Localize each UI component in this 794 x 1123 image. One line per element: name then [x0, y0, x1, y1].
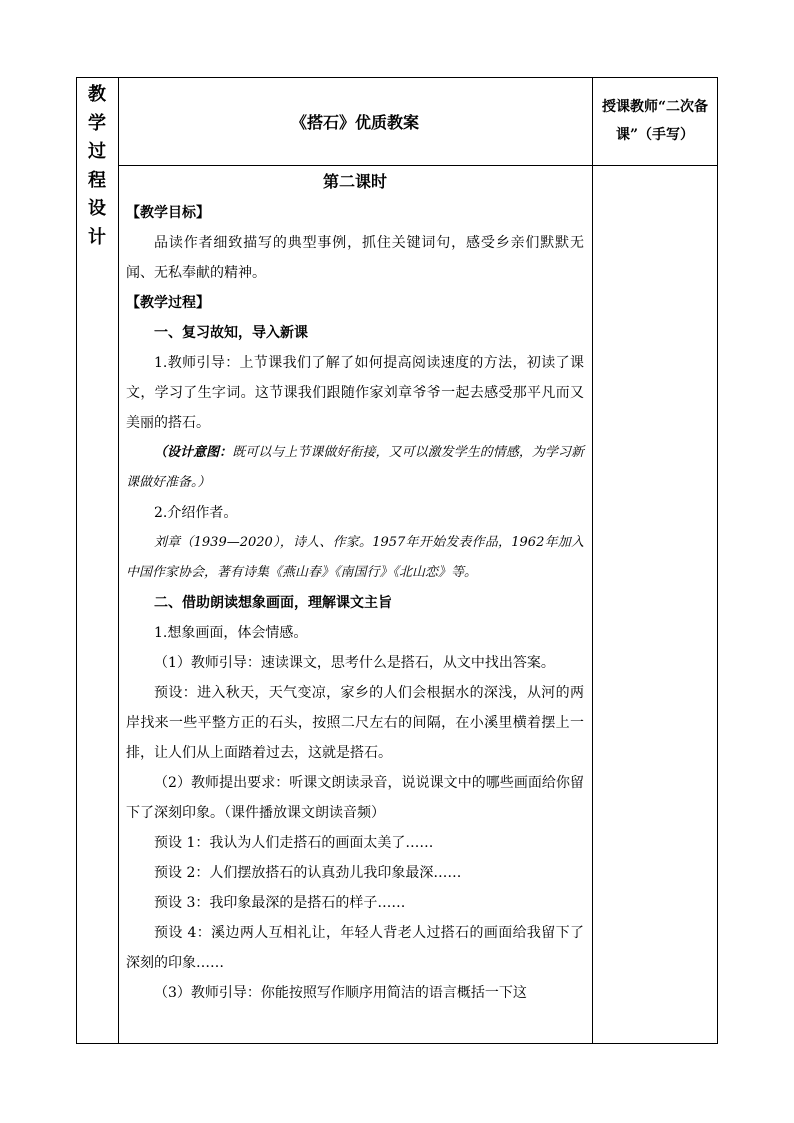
paragraph: 预设 2：人们摆放搭石的认真劲儿我印象最深……: [154, 865, 462, 881]
process-heading: 【教学过程】: [126, 295, 210, 311]
column-divider-right: [592, 77, 593, 1044]
author-bio: 刘章（1939—2020），诗人、作家。1957年开始发表作品，1962年加入中国作家协会，著有诗集《燕山春》《南国行》《北山恋》等。: [126, 535, 584, 580]
side-label-char: 设: [88, 198, 106, 219]
design-intent-label: （设计意图：: [154, 445, 233, 460]
paragraph: （1）教师引导：速读课文，思考什么是搭石，从文中找出答案。: [154, 655, 555, 671]
lesson-content: [118, 165, 592, 1008]
goal-heading: 【教学目标】: [126, 205, 210, 221]
side-label-char: 过: [88, 141, 106, 162]
design-intent-note: [126, 438, 584, 498]
paragraph: 预设 1：我认为人们走搭石的画面太美了……: [154, 835, 434, 851]
paragraph: 预设 3：我印象最深的是搭石的样子……: [154, 895, 406, 911]
paragraph: 预设：进入秋天，天气变凉，家乡的人们会根据水的深浅，从河的两岸找来一些平整方正的石头，按照二尺左右的间隔，在小溪里横着摆上一排，让人们从上面踏着过去，这就是搭石。: [126, 685, 584, 761]
lesson-plan-table: [76, 77, 718, 1044]
paragraph: （3）教师引导：你能按照写作顺序用简洁的语言概括一下这: [154, 985, 527, 1001]
side-label-char: 学: [88, 112, 106, 134]
section-heading: 二、借助朗读想象画面，理解课文主旨: [154, 595, 392, 611]
design-intent-text: 既可以与上节课做好衔接，又可以激发学生的情感，为学习新课做好准备。）: [126, 445, 584, 490]
goal-text: 品读作者细致描写的典型事例，抓住关键词句，感受乡亲们默默无闻、无私奉献的精神。: [126, 235, 584, 281]
side-label-char: 教: [88, 84, 106, 105]
paragraph: 2.介绍作者。: [154, 505, 238, 521]
notes-column-header: [592, 77, 718, 165]
document-title: 《搭石》优质教案: [290, 112, 419, 132]
lesson-heading: 第二课时: [322, 172, 387, 191]
paragraph: 1.想象画面，体会情感。: [154, 625, 308, 641]
notes-column-header-text: 授课教师“二次备课”（手写）: [601, 99, 709, 143]
paragraph: （2）教师提出要求：听课文朗读录音，说说课文中的哪些画面给你留下了深刻印象。（课件播放课文朗读音频）: [126, 775, 584, 821]
section-heading: 一、复习故知，导入新课: [154, 325, 308, 341]
side-label-column: [76, 77, 118, 252]
paragraph: 1.教师引导：上节课我们了解了如何提高阅读速度的方法，初读了课文，学习了生字词。这节课我们跟随作家刘章爷爷一起去感受那平凡而又美丽的搭石。: [126, 355, 584, 431]
side-label-char: 程: [88, 169, 106, 191]
side-label-char: 计: [88, 226, 106, 248]
paragraph: 预设 4：溪边两人互相礼让，年轻人背老人过搭石的画面给我留下了深刻的印象……: [126, 925, 584, 971]
